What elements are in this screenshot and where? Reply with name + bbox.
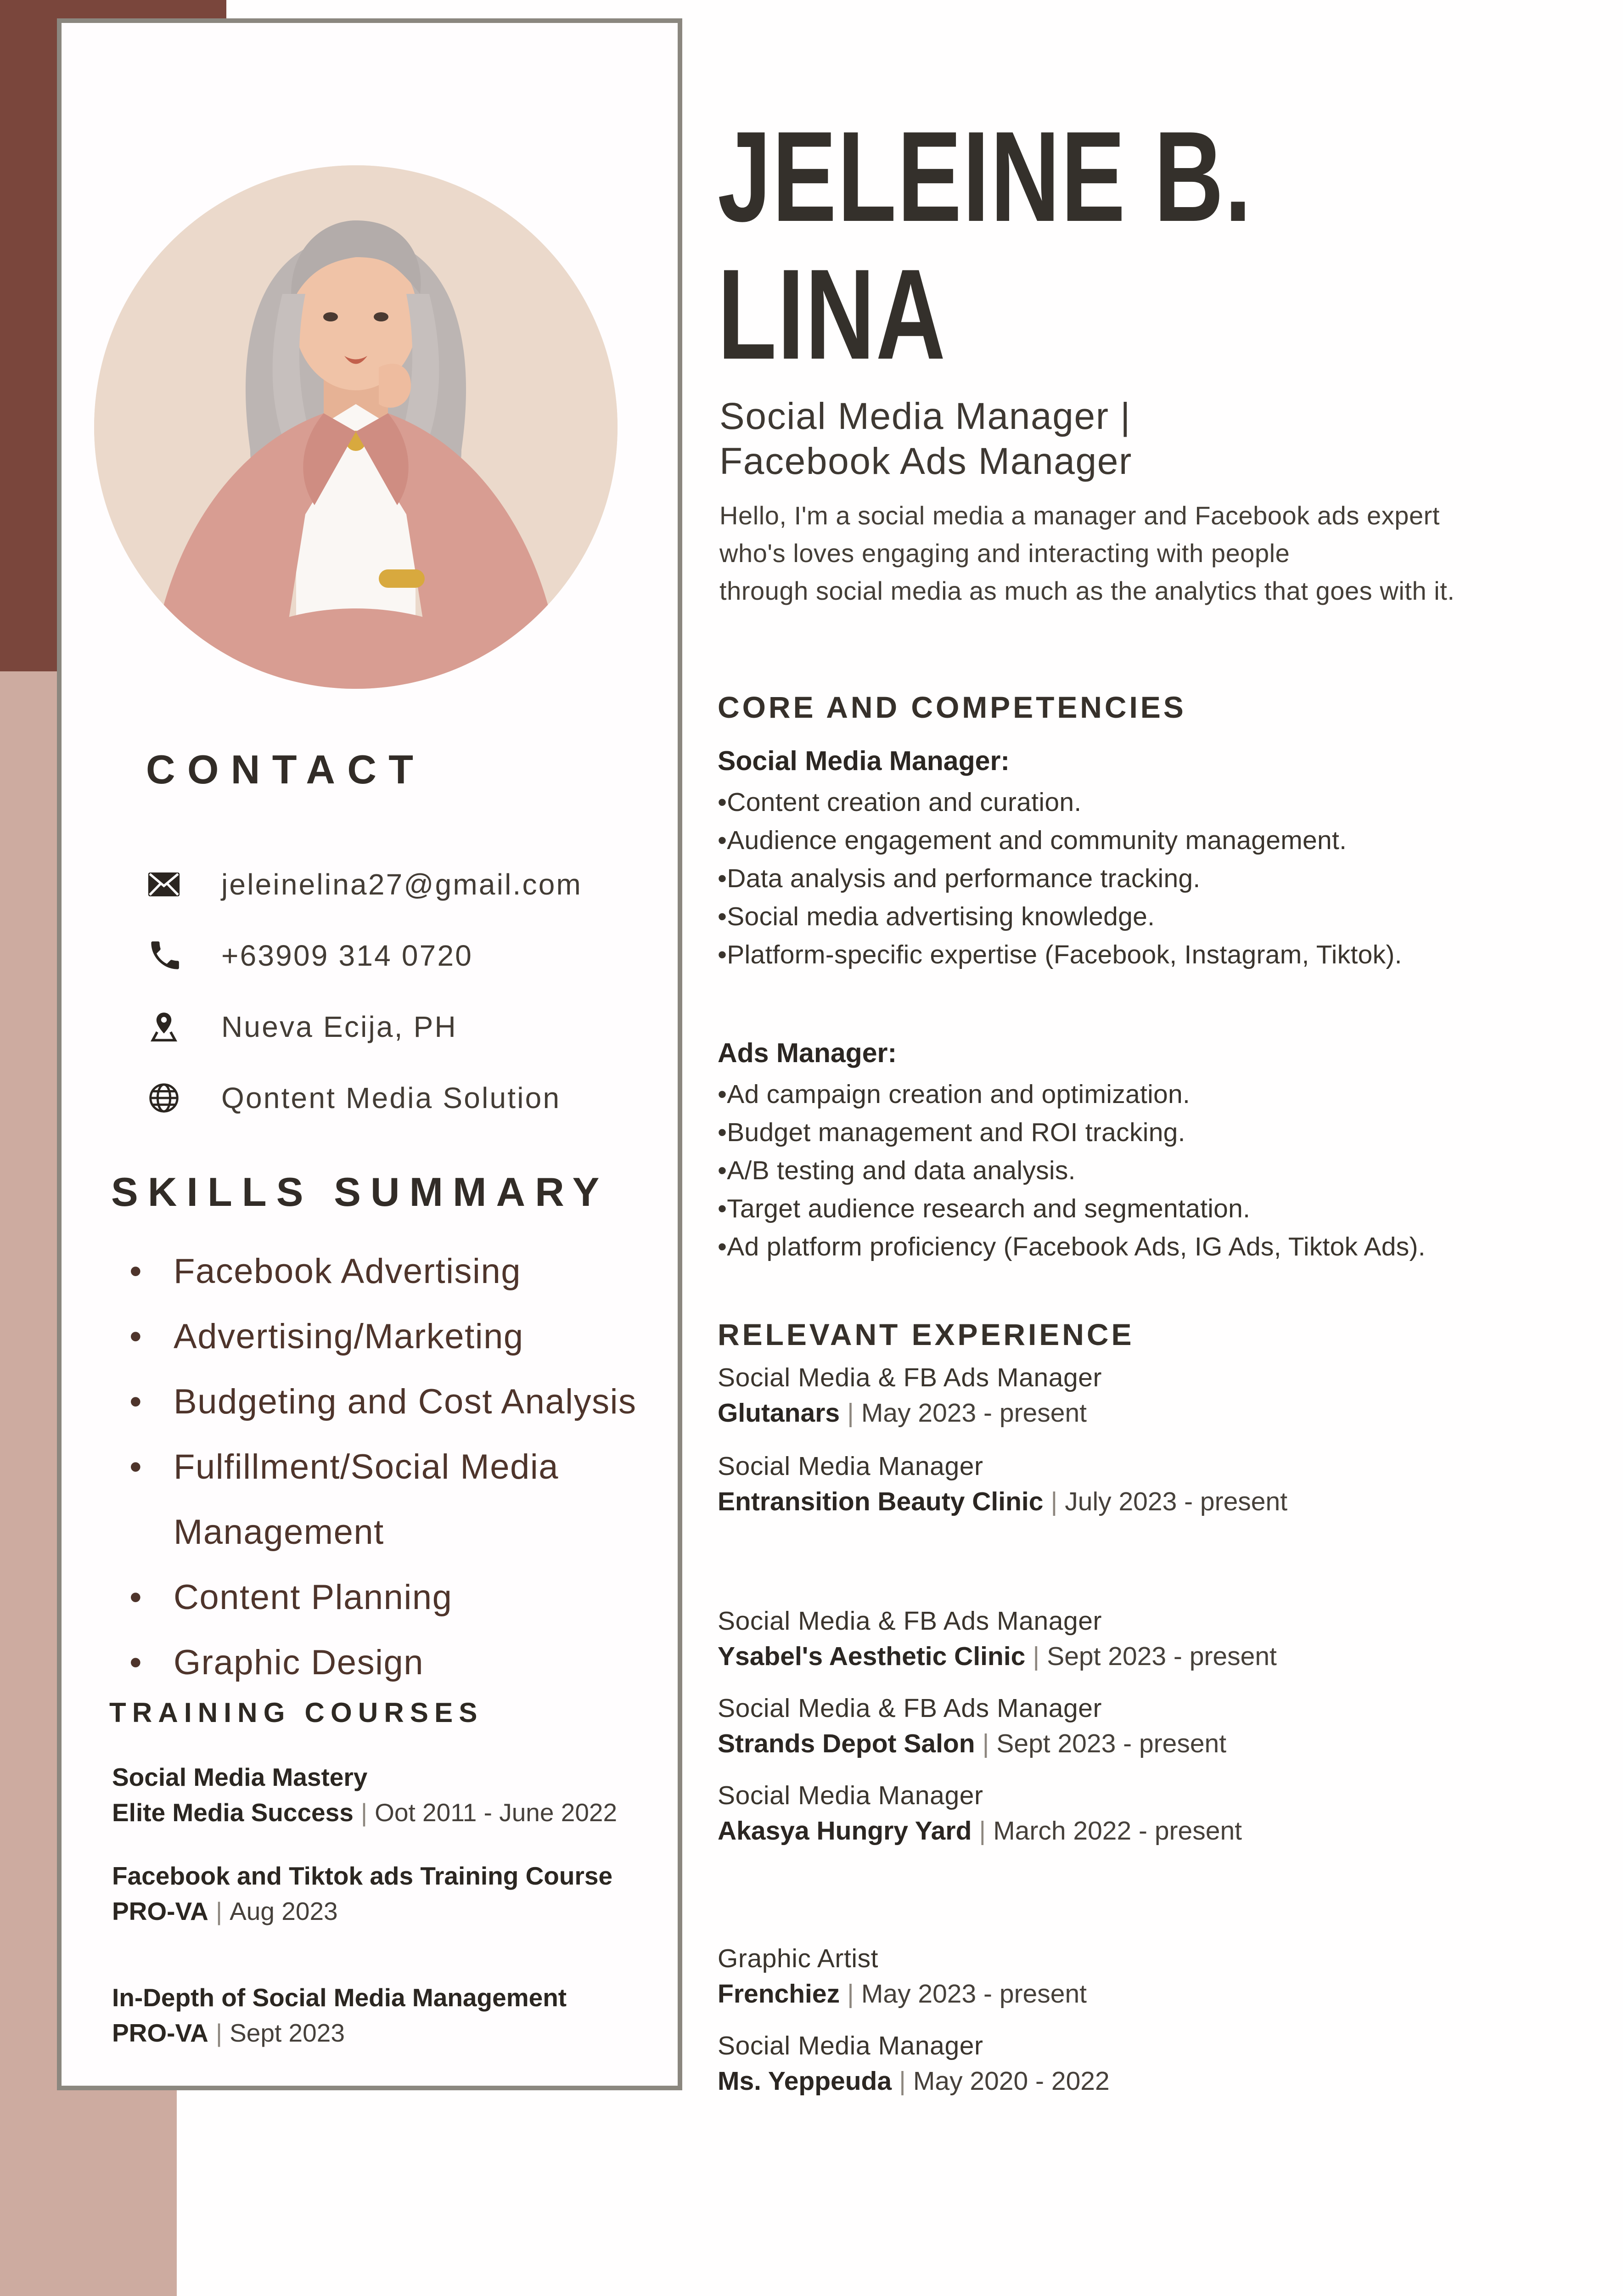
- intro-paragraph: [719, 497, 1455, 610]
- training-org-date: [112, 1894, 681, 1929]
- experience-heading: RELEVANT EXPERIENCE: [718, 1317, 1134, 1351]
- experience-entry: [718, 1941, 1604, 2012]
- experience-entry: [718, 1449, 1604, 1519]
- experience-company: Akasya Hungry Yard: [718, 1816, 972, 1846]
- competency-bullet: •Budget management and ROI tracking.: [718, 1118, 1185, 1147]
- separator: |: [360, 1798, 368, 1827]
- experience-company-date: [718, 1976, 1604, 2012]
- skills-heading: SKILLS SUMMARY: [111, 1169, 609, 1215]
- separator: |: [215, 2019, 223, 2047]
- separator: |: [982, 1729, 989, 1758]
- competency-bullet: •Content creation and curation.: [718, 788, 1082, 817]
- skill-label: Budgeting and Cost Analysis: [174, 1382, 637, 1421]
- contact-row-website: [146, 1062, 679, 1133]
- group-title: Social Media Manager:: [718, 746, 1010, 776]
- experience-entry: [718, 1691, 1604, 1761]
- experience-entry: [718, 1778, 1604, 1849]
- competency-bullet: •Target audience research and segmentation.: [718, 1194, 1251, 1223]
- training-org: PRO-VA: [112, 2019, 208, 2047]
- experience-role: Social Media & FB Ads Manager: [718, 1606, 1102, 1636]
- separator: |: [1033, 1642, 1040, 1671]
- name-line-2: LINA: [718, 243, 947, 386]
- subtitle-line-2: Facebook Ads Manager: [719, 440, 1132, 482]
- training-entry: [112, 1858, 681, 1929]
- training-entry: [112, 1980, 681, 2051]
- training-org-date: [112, 1795, 681, 1830]
- experience-company: Ms. Yeppeuda: [718, 2066, 892, 2096]
- bullet-dot: •: [129, 1317, 143, 1356]
- contact-heading: CONTACT: [146, 747, 426, 792]
- contact-row-email: [146, 849, 679, 920]
- contact-row-phone: [146, 920, 679, 991]
- separator: |: [215, 1897, 223, 1925]
- bullet-dot: •: [129, 1643, 143, 1682]
- experience-company-date: [718, 1639, 1604, 1674]
- competency-bullet: •Ad campaign creation and optimization.: [718, 1080, 1191, 1109]
- skill-label: Fulfillment/Social Media Management: [174, 1447, 559, 1552]
- training-date: Sept 2023: [230, 2019, 345, 2047]
- bullet-dot: •: [129, 1382, 143, 1421]
- skill-label: Graphic Design: [174, 1643, 424, 1682]
- bullet-dot: •: [129, 1447, 143, 1486]
- experience-date: Sept 2023 - present: [996, 1729, 1227, 1758]
- experience-role: Social Media Manager: [718, 1452, 983, 1481]
- separator: |: [847, 1398, 854, 1428]
- experience-date: July 2023 - present: [1065, 1487, 1288, 1516]
- skill-item: [129, 1565, 676, 1630]
- intro-line: Hello, I'm a social media a manager and Facebook ads expert: [719, 501, 1440, 530]
- training-org-date: [112, 2015, 681, 2051]
- experience-date: May 2023 - present: [861, 1979, 1087, 2009]
- skill-label: Content Planning: [174, 1578, 453, 1617]
- contact-website: Qontent Media Solution: [221, 1081, 561, 1114]
- bullet-dot: •: [129, 1252, 143, 1291]
- skill-item: [129, 1239, 676, 1304]
- experience-role: Social Media Manager: [718, 1781, 983, 1810]
- contact-email: jeleinelina27@gmail.com: [221, 867, 583, 901]
- skill-item: [129, 1435, 676, 1565]
- training-heading: TRAINING COURSES: [109, 1697, 483, 1728]
- phone-icon: [146, 938, 182, 974]
- competency-bullet: •Ad platform proficiency (Facebook Ads, IG Ads, Tiktok Ads).: [718, 1232, 1426, 1261]
- experience-company-date: [718, 2064, 1604, 2099]
- profile-photo-illustration: [94, 165, 618, 689]
- experience-company: Frenchiez: [718, 1979, 840, 2009]
- skills-list: [129, 1239, 676, 1695]
- location-icon: [146, 1009, 182, 1045]
- experience-company: Strands Depot Salon: [718, 1729, 975, 1758]
- competency-group-social-media: [718, 745, 1604, 974]
- experience-entry: [718, 1360, 1604, 1431]
- bullet-dot: •: [129, 1578, 143, 1617]
- separator: |: [1050, 1487, 1058, 1516]
- website-icon: [146, 1080, 182, 1116]
- skill-label: Facebook Advertising: [174, 1252, 522, 1291]
- experience-role: Social Media Manager: [718, 2031, 983, 2060]
- training-date: Oot 2011 - June 2022: [375, 1798, 618, 1827]
- experience-company: Glutanars: [718, 1398, 840, 1428]
- contact-row-location: [146, 991, 679, 1062]
- experience-entry: [718, 2028, 1604, 2099]
- competencies-heading: CORE AND COMPETENCIES: [718, 690, 1186, 724]
- training-title: Facebook and Tiktok ads Training Course: [112, 1862, 613, 1890]
- separator: |: [899, 2066, 906, 2096]
- intro-line: who's loves engaging and interacting with people: [719, 539, 1290, 568]
- skill-item: [129, 1630, 676, 1695]
- skill-item: [129, 1369, 676, 1435]
- experience-role: Social Media & FB Ads Manager: [718, 1694, 1102, 1723]
- experience-date: March 2022 - present: [993, 1816, 1242, 1846]
- experience-date: May 2020 - 2022: [913, 2066, 1110, 2096]
- experience-date: May 2023 - present: [861, 1398, 1087, 1428]
- experience-entry: [718, 1604, 1604, 1674]
- sidebar-card: [57, 18, 682, 2090]
- separator: |: [979, 1816, 986, 1846]
- experience-date: Sept 2023 - present: [1047, 1642, 1277, 1671]
- page-title: [718, 105, 1623, 386]
- training-entry: [112, 1760, 681, 1830]
- intro-line: through social media as much as the analytics that goes with it.: [719, 576, 1455, 605]
- contact-location: Nueva Ecija, PH: [221, 1010, 457, 1043]
- experience-role: Graphic Artist: [718, 1944, 879, 1973]
- competency-bullet: •Social media advertising knowledge.: [718, 902, 1155, 931]
- competency-bullet: •Audience engagement and community management.: [718, 826, 1347, 855]
- skill-label: Advertising/Marketing: [174, 1317, 524, 1356]
- competency-group-ads-manager: [718, 1037, 1604, 1266]
- experience-company: Entransition Beauty Clinic: [718, 1487, 1044, 1516]
- profile-photo: [94, 165, 618, 689]
- skill-item: [129, 1304, 676, 1369]
- training-date: Aug 2023: [230, 1897, 338, 1925]
- competency-bullet: •Data analysis and performance tracking.: [718, 864, 1201, 893]
- competency-bullet: •Platform-specific expertise (Facebook, Instagram, Tiktok).: [718, 940, 1402, 969]
- training-title: Social Media Mastery: [112, 1763, 368, 1791]
- competency-bullet: •A/B testing and data analysis.: [718, 1156, 1076, 1185]
- job-subtitle: [719, 394, 1132, 484]
- contact-list: [146, 849, 679, 1133]
- experience-company: Ysabel's Aesthetic Clinic: [718, 1642, 1026, 1671]
- training-org: Elite Media Success: [112, 1798, 354, 1827]
- experience-company-date: [718, 1484, 1604, 1519]
- experience-company-date: [718, 1813, 1604, 1849]
- separator: |: [847, 1979, 854, 2009]
- contact-phone: +63909 314 0720: [221, 939, 473, 972]
- subtitle-line-1: Social Media Manager |: [719, 395, 1131, 437]
- experience-role: Social Media & FB Ads Manager: [718, 1363, 1102, 1392]
- name-line-1: JELEINE B.: [718, 105, 1252, 248]
- email-icon: [146, 867, 182, 902]
- training-org: PRO-VA: [112, 1897, 208, 1925]
- experience-company-date: [718, 1396, 1604, 1431]
- group-title: Ads Manager:: [718, 1038, 897, 1068]
- experience-company-date: [718, 1726, 1604, 1761]
- training-title: In-Depth of Social Media Management: [112, 1983, 567, 2012]
